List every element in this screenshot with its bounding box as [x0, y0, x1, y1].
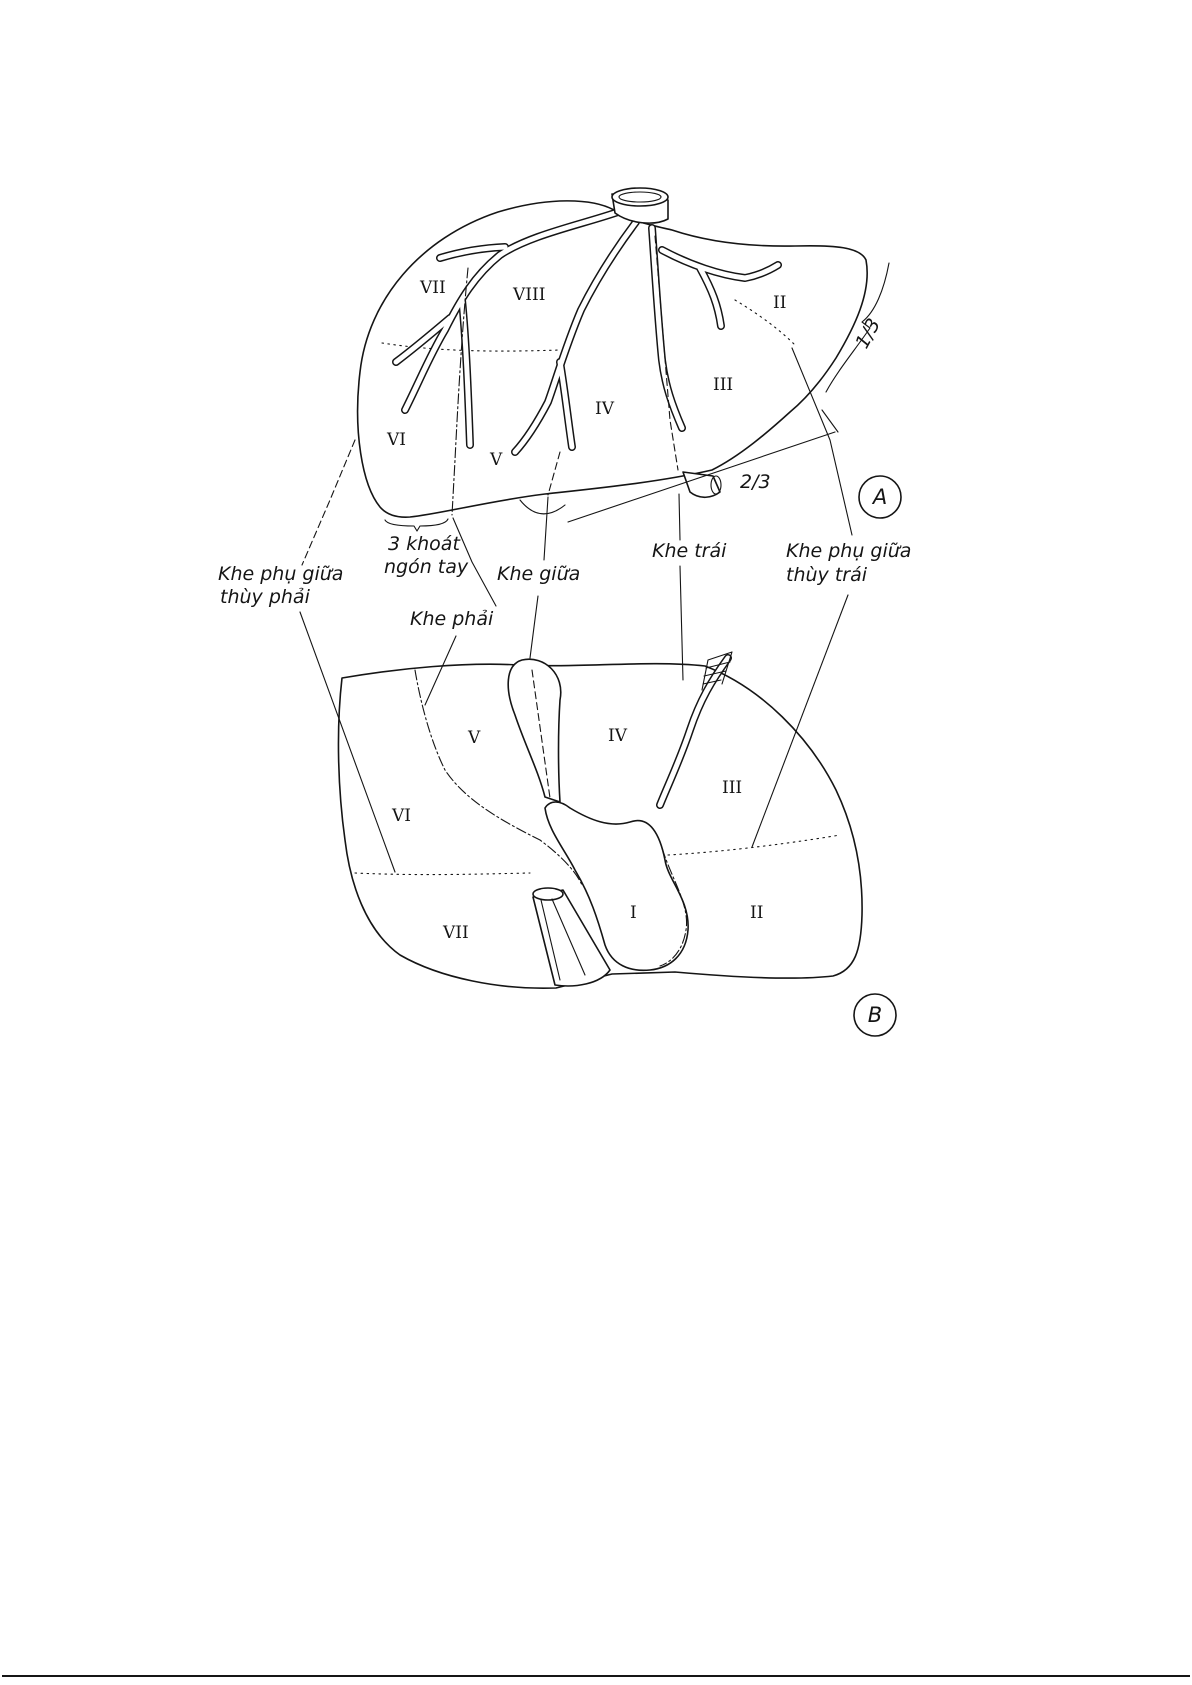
- segment-viii-a: VIII: [513, 285, 546, 305]
- fingers-label-line1: 3 khoát: [388, 533, 460, 555]
- two-thirds-pointer-line: [568, 432, 835, 522]
- figure-b-label: B: [867, 1003, 883, 1027]
- left-fissure-connector-lower: [680, 566, 683, 680]
- fingers-label-line2: ngón tay: [384, 556, 469, 578]
- left-accessory-fissure-label-line1: Khe phụ giữa: [786, 540, 912, 562]
- gallbladder: [508, 659, 561, 802]
- ivc-a-opening: [612, 188, 668, 206]
- right-lobe-dotted-boundary-b: [355, 873, 530, 875]
- segment-iv-a: IV: [595, 399, 614, 419]
- segment-iii-b: III: [722, 778, 743, 798]
- middle-hepatic-vein-lumen: [515, 222, 636, 452]
- right-hepatic-vein-lumen: [405, 212, 618, 410]
- segment-ii-b: II: [750, 903, 764, 923]
- left-fissure-label: Khe trái: [652, 540, 727, 562]
- middle-fissure-label: Khe giữa: [497, 563, 581, 585]
- segment-vi-b: VI: [392, 806, 411, 826]
- right-accessory-fissure-a: [302, 440, 355, 565]
- right-fissure-label: Khe phải: [410, 608, 494, 630]
- left-hepatic-vein-branch-lumen: [662, 250, 778, 278]
- figure-a-label: A: [872, 485, 888, 509]
- segment-v-b: V: [468, 728, 481, 748]
- left-accessory-fissure-a: [792, 348, 852, 535]
- segment-ii-a: II: [773, 293, 787, 313]
- left-fissure-connector-upper: [679, 494, 680, 540]
- right-accessory-fissure-label-line2: thùy phải: [220, 586, 310, 608]
- segment-vii-b: VII: [443, 923, 469, 943]
- right-accessory-fissure-connector: [300, 612, 395, 872]
- fraction-two-thirds: 2/3: [740, 471, 771, 493]
- right-fissure-connector-lower: [425, 636, 456, 705]
- three-fingers-brace: [385, 519, 448, 531]
- segment-iv-b: IV: [608, 726, 627, 746]
- fraction-one-third: 1/3: [851, 314, 886, 353]
- left-lobe-dotted-boundary-b: [668, 835, 840, 855]
- left-accessory-fissure-label-line2: thùy trái: [786, 564, 868, 586]
- two-thirds-pointer-tick: [822, 410, 838, 432]
- segment-v-a: V: [490, 450, 503, 470]
- right-accessory-fissure-label-line1: Khe phụ giữa: [218, 563, 344, 585]
- middle-fissure-a: [548, 452, 560, 495]
- gallbladder-notch-arc: [520, 500, 565, 514]
- middle-hepatic-vein-outline: [515, 222, 636, 452]
- segment-vii-a: VII: [420, 278, 446, 298]
- liver-a-outline: [358, 201, 868, 517]
- left-accessory-fissure-connector: [752, 595, 848, 847]
- middle-fissure-connector-upper: [544, 497, 548, 560]
- segment-iii-a: III: [713, 375, 734, 395]
- middle-fissure-connector-lower: [530, 596, 538, 658]
- segment-vi-a: VI: [387, 430, 406, 450]
- right-hepatic-vein-outline: [405, 212, 618, 410]
- segment-i-b: I: [630, 903, 637, 923]
- ivc-b-opening: [533, 888, 563, 900]
